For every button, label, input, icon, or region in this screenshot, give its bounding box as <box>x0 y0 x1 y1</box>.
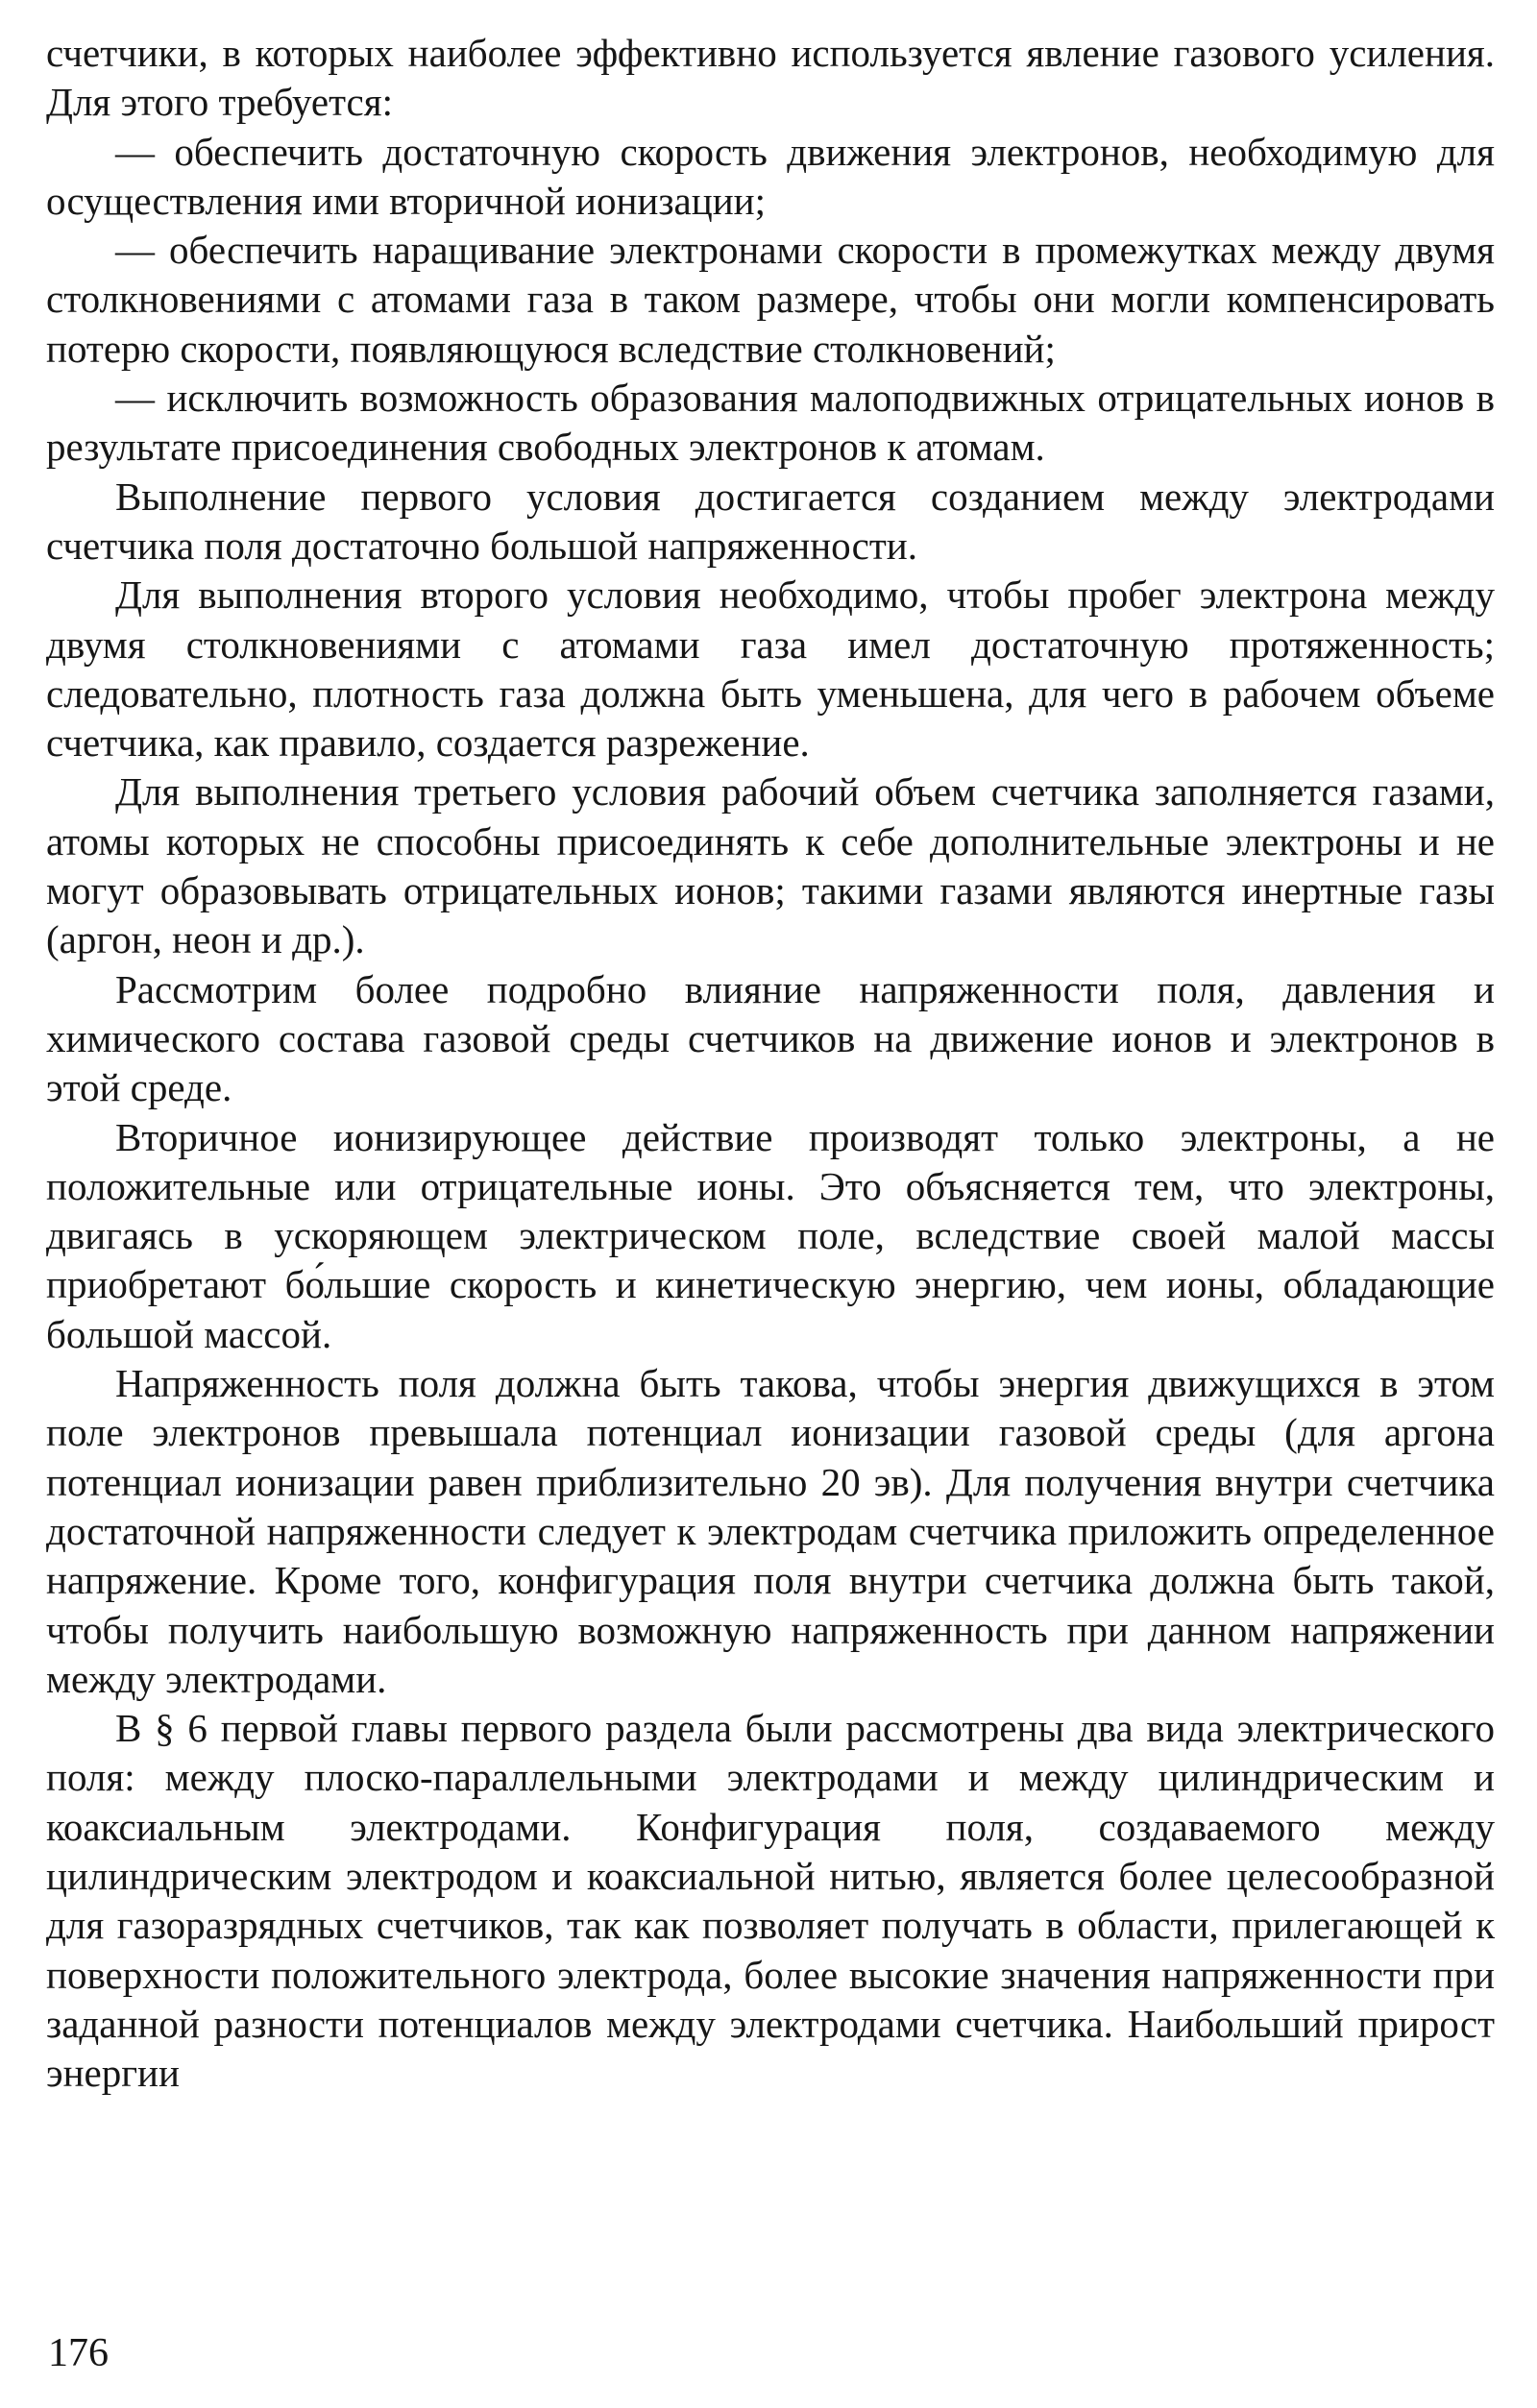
paragraph-secondary-ionization: Вторичное ионизирующее действие производят только электроны, а не положительные или отрицательные ионы. Это объясняется тем, что электроны, двигаясь в ускоряющем электрическом поле, вследствие своей малой массы приобретают бо́льшие скорость и кинетическую энергию, чем ионы, обладающие большой массой. <box>46 1114 1495 1356</box>
page-body <box>46 29 1495 2098</box>
page-number: 176 <box>48 2331 109 2375</box>
paragraph-first-condition: Выполнение первого условия достигается созданием между электродами счетчика поля достаточно большой напряженности. <box>46 474 1495 568</box>
paragraph-continuation: счетчики, в которых наиболее эффективно используется явление газового усиления. Для этого требуется: <box>46 31 1495 125</box>
paragraph-field-configuration: В § 6 первой главы первого раздела были рассмотрены два вида электрического поля: между плоско-параллельными электродами и между цилиндрическим и коаксиальным электродами. Конфигурация поля, создаваемого между цилиндрическим электродом и коаксиальной нитью, является более целесообразной для газоразрядных счетчиков, так как позволяет получать в области, прилегающей к поверхности положительного электрода, более высокие значения напряженности при заданной разности потенциалов между электродами счетчика. Наибольший прирост энергии <box>46 1706 1495 2096</box>
paragraph-detailed-review: Рассмотрим более подробно влияние напряженности поля, давления и химического состава газовой среды счетчиков на движение ионов и электронов в этой среде. <box>46 966 1495 1110</box>
paragraph-second-condition: Для выполнения второго условия необходимо, чтобы пробег электрона между двумя столкновениями с атомами газа имел достаточную протяженность; следовательно, плотность газа должна быть уменьшена, для чего в рабочем объеме счетчика, как правило, создается разрежение. <box>46 572 1495 766</box>
list-item-negative-ions: — исключить возможность образования малоподвижных отрицательных ионов в результате присоединения свободных электронов к атомам. <box>46 376 1495 470</box>
paragraph-third-condition: Для выполнения третьего условия рабочий объем счетчика заполняется газами, атомы которых не способны присоединять к себе дополнительные электроны и не могут образовывать отрицательных ионов; такими газами являются инертные газы (аргон, неон и др.). <box>46 769 1495 962</box>
list-item-speed: — обеспечить достаточную скорость движения электронов, необходимую для осуществления ими вторичной ионизации; <box>46 129 1495 223</box>
list-item-acceleration: — обеспечить наращивание электронами скорости в промежутках между двумя столкновениями с атомами газа в таком размере, чтобы они могли компенсировать потерю скорости, появляющуюся вследствие столкновений; <box>46 228 1495 371</box>
paragraph-field-strength: Напряженность поля должна быть такова, чтобы энергия движущихся в этом поле электронов превышала потенциал ионизации газовой среды (для аргона потенциал ионизации равен приблизительно 20 эв). Для получения внутри счетчика достаточной напряженности следует к электродам счетчика приложить определенное напряжение. Кроме того, конфигурация поля внутри счетчика должна быть такой, чтобы получить наибольшую возможную напряженность при данном напряжении между электродами. <box>46 1361 1495 1701</box>
